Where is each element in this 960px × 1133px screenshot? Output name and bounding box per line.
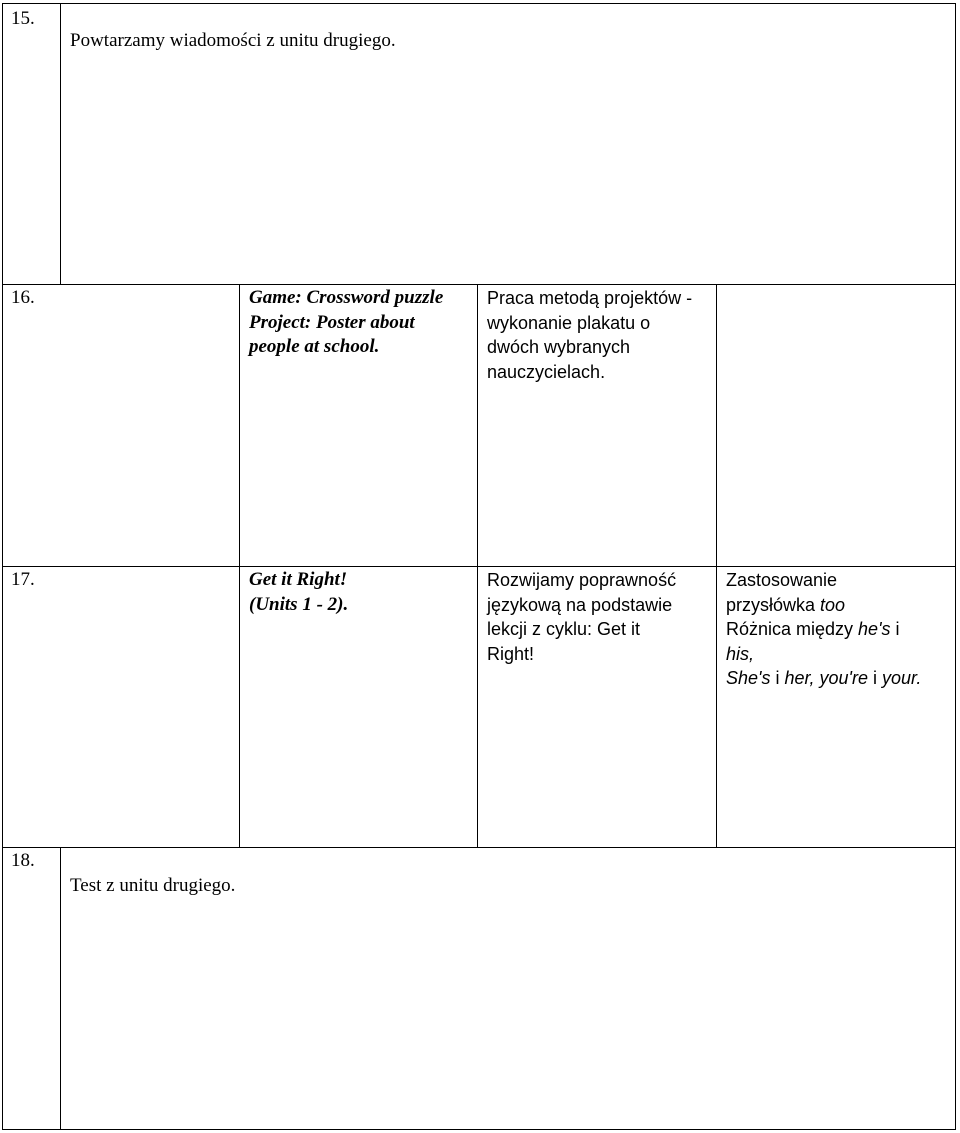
grammar-column-divider [716,284,717,847]
row-17-aims-line: Right! [487,643,535,664]
row-16-topic-line: people at school. [249,336,380,357]
row-16-aims-line: wykonanie plakatu o [487,312,651,333]
number-column-divider-row-18 [60,847,61,1129]
row-divider-15-16 [2,284,956,285]
number-column-divider-row-15 [60,3,61,284]
grammar-line: Zastosowanie [726,570,838,590]
aims-column-divider [477,284,478,847]
row-16-aims-line: Praca metodą projektów - [487,288,693,308]
table-border-bottom [2,1129,956,1130]
row-16-aims-line: nauczycielach. [487,361,606,382]
grammar-line: his, [726,643,755,664]
topic-column-divider [239,284,240,847]
row-17-aims-line: Rozwijamy poprawność [487,570,677,590]
grammar-line: She's i her, you're i your. [726,668,922,688]
row-16-number: 16. [11,287,35,308]
row-18-text: Test z unitu drugiego. [70,875,236,896]
row-16-topic-line: Project: Poster about [249,311,415,333]
row-17-topic-line: Get it Right! [249,569,348,590]
row-18-number: 18. [11,850,35,871]
row-divider-16-17 [2,566,956,567]
row-17-aims-line: lekcji z cyklu: Get it [487,619,641,639]
table-border-right [955,3,956,1130]
row-divider-17-18 [2,847,956,848]
row-17-aims-line: językową na podstawie [487,594,673,615]
grammar-line: Różnica między he's i [726,619,900,639]
row-17-number: 17. [11,569,35,590]
row-16-topic-line: Game: Crossword puzzle [249,287,444,308]
table-border-top [2,3,956,4]
grammar-line: przysłówka too [726,594,846,615]
table-border-left [2,3,3,1130]
row-17-topic-line: (Units 1 - 2). [249,593,349,615]
row-15-text: Powtarzamy wiadomości z unitu drugiego. [70,30,396,51]
row-16-aims-line: dwóch wybranych [487,337,631,357]
row-15-number: 15. [11,8,35,29]
